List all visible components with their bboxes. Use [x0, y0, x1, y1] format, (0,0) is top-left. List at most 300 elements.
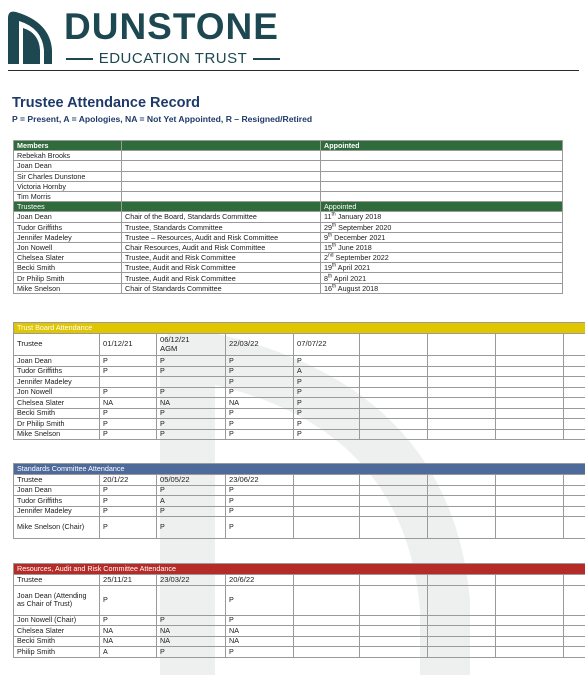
resources-header-cell: 23/03/22: [157, 575, 226, 586]
standards-header-cell: [428, 475, 496, 486]
standards-attendance-row: [14, 485, 585, 496]
trustee-row: [14, 242, 563, 252]
logo-dash-left: [66, 58, 93, 60]
board-attendance-cell: P: [294, 408, 360, 419]
board-header-cell: 01/12/21: [100, 334, 157, 356]
standards-attendance-cell: [294, 517, 360, 539]
board-attendance-cell: [100, 377, 157, 388]
board-attendance-cell: [360, 387, 428, 398]
board-attendance-row: [14, 398, 585, 409]
resources-attendance-cell: [428, 626, 496, 637]
trustee-name: Becki Smith: [14, 263, 122, 273]
standards-attendance-cell: [428, 506, 496, 517]
standards-header-cell: [360, 475, 428, 486]
dunstone-logo-icon: [6, 8, 54, 66]
board-attendance-cell: P: [226, 429, 294, 440]
resources-attendance-cell: [360, 636, 428, 647]
resources-attendance-cell: [294, 626, 360, 637]
board-attendance-cell: [496, 429, 564, 440]
trustee-row: [14, 212, 563, 222]
member-appointed: [321, 151, 563, 161]
standards-header-cell: [294, 475, 360, 486]
date-rest: December 2021: [332, 232, 386, 242]
standards-committee-attendance-table: [13, 463, 585, 539]
members-header-cell: Appointed: [321, 141, 563, 151]
member-name: Rebekah Brooks: [14, 151, 122, 161]
members-table: [13, 140, 563, 294]
resources-attendance-cell: [564, 636, 585, 647]
standards-attendance-cell: [360, 496, 428, 507]
standards-attendance-cell: [564, 517, 585, 539]
resources-attendance-cell: [294, 585, 360, 615]
resources-attendance-cell: [360, 626, 428, 637]
standards-header-cell: [564, 475, 585, 486]
resources-attendance-cell: [294, 636, 360, 647]
standards-attendance-cell: [360, 517, 428, 539]
member-name: Joan Dean: [14, 161, 122, 171]
member-role: [122, 171, 321, 181]
trust-board-attendance-table: [13, 322, 585, 440]
board-attendance-row: [14, 429, 585, 440]
standards-band-title: Standards Committee Attendance: [14, 464, 585, 475]
standards-trustee-name: Mike Snelson (Chair): [14, 517, 100, 539]
member-name: Sir Charles Dunstone: [14, 171, 122, 181]
trustee-role: Trustee, Standards Committee: [122, 222, 321, 232]
date-suffix: th: [332, 242, 337, 249]
resources-attendance-cell: [496, 585, 564, 615]
board-attendance-cell: P: [100, 366, 157, 377]
member-row: [14, 191, 563, 201]
resources-attendance-cell: [496, 636, 564, 647]
standards-attendance-cell: [564, 485, 585, 496]
trustees-header-cell: Appointed: [321, 202, 563, 212]
board-attendance-cell: [564, 366, 585, 377]
standards-attendance-cell: P: [157, 506, 226, 517]
board-header-row: [14, 334, 585, 356]
board-attendance-cell: P: [226, 419, 294, 430]
date-suffix: th: [328, 232, 333, 239]
standards-attendance-cell: [428, 485, 496, 496]
board-attendance-cell: P: [157, 366, 226, 377]
board-header-cell: 06/12/21 AGM: [157, 334, 226, 356]
board-attendance-cell: [496, 387, 564, 398]
board-band-row: [14, 323, 585, 334]
trustee-appointed-date: [321, 253, 563, 263]
date-suffix: th: [332, 283, 337, 290]
board-attendance-cell: NA: [157, 398, 226, 409]
standards-attendance-cell: P: [226, 517, 294, 539]
board-attendance-row: [14, 377, 585, 388]
date-day: 19: [324, 263, 332, 273]
resources-header-cell: [496, 575, 564, 586]
standards-attendance-cell: P: [226, 496, 294, 507]
board-attendance-cell: P: [157, 356, 226, 367]
board-attendance-cell: P: [226, 356, 294, 367]
board-attendance-cell: [428, 377, 496, 388]
standards-attendance-cell: [294, 496, 360, 507]
resources-attendance-cell: NA: [226, 626, 294, 637]
resources-header-cell: Trustee: [14, 575, 100, 586]
board-attendance-cell: NA: [226, 398, 294, 409]
standards-attendance-row: [14, 496, 585, 507]
date-suffix: th: [332, 222, 337, 229]
board-attendance-cell: [496, 366, 564, 377]
standards-attendance-row: [14, 506, 585, 517]
board-attendance-cell: [360, 408, 428, 419]
resources-header-cell: [564, 575, 585, 586]
standards-attendance-cell: [360, 506, 428, 517]
member-appointed: [321, 181, 563, 191]
board-attendance-cell: [360, 419, 428, 430]
standards-attendance-cell: P: [100, 517, 157, 539]
page-title: Trustee Attendance Record: [12, 95, 201, 111]
board-attendance-cell: [428, 419, 496, 430]
board-attendance-cell: P: [100, 387, 157, 398]
board-trustee-name: Becki Smith: [14, 408, 100, 419]
trustee-appointed-date: [321, 263, 563, 273]
board-attendance-cell: P: [294, 429, 360, 440]
date-suffix: th: [332, 262, 337, 269]
date-suffix: th: [328, 273, 333, 280]
resources-trustee-name: Becki Smith: [14, 636, 100, 647]
board-attendance-cell: P: [100, 408, 157, 419]
standards-attendance-cell: P: [157, 517, 226, 539]
standards-trustee-name: Jennifer Madeley: [14, 506, 100, 517]
board-attendance-row: [14, 356, 585, 367]
date-rest: August 2018: [336, 283, 379, 293]
resources-attendance-cell: NA: [157, 636, 226, 647]
date-rest: April 2021: [336, 263, 371, 273]
board-attendance-cell: [564, 429, 585, 440]
board-attendance-cell: NA: [100, 398, 157, 409]
resources-audit-risk-attendance-table: [13, 563, 585, 658]
resources-attendance-row: [14, 636, 585, 647]
resources-band-title: Resources, Audit and Risk Committee Attendance: [14, 564, 585, 575]
board-trustee-name: Chelsea Slater: [14, 398, 100, 409]
board-attendance-cell: [564, 419, 585, 430]
trustee-role: Chair of the Board, Standards Committee: [122, 212, 321, 222]
resources-attendance-cell: P: [157, 615, 226, 626]
resources-header-cell: 20/6/22: [226, 575, 294, 586]
member-appointed: [321, 171, 563, 181]
board-band-title: Trust Board Attendance: [14, 323, 585, 334]
date-day: 11: [324, 212, 332, 222]
board-attendance-cell: [157, 377, 226, 388]
member-name: Tim Morris: [14, 191, 122, 201]
resources-attendance-cell: [428, 647, 496, 658]
trustee-appointed-date: [321, 283, 563, 293]
members-header-row: [14, 141, 563, 151]
board-attendance-row: [14, 419, 585, 430]
trustee-name: Jon Nowell: [14, 242, 122, 252]
resources-attendance-cell: [294, 647, 360, 658]
trustee-row: [14, 232, 563, 242]
trustee-appointed-date: [321, 222, 563, 232]
date-rest: June 2018: [336, 242, 372, 252]
date-day: 15: [324, 242, 332, 252]
standards-attendance-cell: [428, 517, 496, 539]
trustee-row: [14, 283, 563, 293]
trustee-role: Chair Resources, Audit and Risk Committee: [122, 242, 321, 252]
date-rest: January 2018: [335, 212, 382, 222]
trustee-name: Chelsea Slater: [14, 253, 122, 263]
date-day: 16: [324, 283, 332, 293]
board-header-cell: [564, 334, 585, 356]
standards-attendance-cell: A: [157, 496, 226, 507]
resources-attendance-cell: [157, 585, 226, 615]
board-attendance-cell: [496, 398, 564, 409]
resources-attendance-row: [14, 615, 585, 626]
standards-attendance-cell: [496, 517, 564, 539]
resources-attendance-cell: P: [100, 585, 157, 615]
trustee-role: Trustee, Audit and Risk Committee: [122, 263, 321, 273]
standards-header-cell: 20/1/22: [100, 475, 157, 486]
member-role: [122, 151, 321, 161]
standards-header-cell: 05/05/22: [157, 475, 226, 486]
standards-attendance-cell: P: [157, 485, 226, 496]
standards-attendance-row: [14, 517, 585, 539]
resources-attendance-cell: NA: [157, 626, 226, 637]
resources-attendance-cell: [564, 615, 585, 626]
board-attendance-cell: P: [226, 408, 294, 419]
resources-attendance-cell: A: [100, 647, 157, 658]
board-trustee-name: Jon Nowell: [14, 387, 100, 398]
board-attendance-cell: [360, 429, 428, 440]
member-role: [122, 161, 321, 171]
header-divider: [8, 70, 579, 71]
board-attendance-cell: [428, 398, 496, 409]
resources-header-cell: [360, 575, 428, 586]
resources-attendance-cell: [360, 585, 428, 615]
standards-attendance-cell: [294, 506, 360, 517]
trustees-header-cell: [122, 202, 321, 212]
board-attendance-cell: [496, 356, 564, 367]
board-header-cell: Trustee: [14, 334, 100, 356]
board-attendance-cell: [564, 408, 585, 419]
logo-subtitle: [66, 50, 280, 67]
board-trustee-name: Jennifer Madeley: [14, 377, 100, 388]
standards-attendance-cell: P: [100, 485, 157, 496]
trustee-appointed-date: [321, 212, 563, 222]
resources-header-cell: 25/11/21: [100, 575, 157, 586]
trustee-appointed-date: [321, 242, 563, 252]
trustee-role: Trustee – Resources, Audit and Risk Committee: [122, 232, 321, 242]
members-header-cell: [122, 141, 321, 151]
standards-attendance-cell: [496, 485, 564, 496]
trustee-row: [14, 253, 563, 263]
standards-attendance-cell: [496, 496, 564, 507]
board-attendance-cell: P: [294, 398, 360, 409]
board-attendance-cell: [564, 387, 585, 398]
date-rest: September 2020: [336, 222, 392, 232]
board-attendance-cell: [496, 419, 564, 430]
board-attendance-cell: [360, 356, 428, 367]
board-attendance-cell: P: [294, 356, 360, 367]
board-attendance-cell: [564, 377, 585, 388]
member-row: [14, 171, 563, 181]
members-header-cell: Members: [14, 141, 122, 151]
resources-trustee-name: Philip Smith: [14, 647, 100, 658]
date-suffix: nd: [328, 252, 334, 259]
board-trustee-name: Tudor Griffiths: [14, 366, 100, 377]
resources-attendance-cell: [496, 615, 564, 626]
resources-attendance-cell: P: [226, 615, 294, 626]
date-rest: April 2021: [332, 273, 367, 283]
member-appointed: [321, 161, 563, 171]
standards-attendance-cell: [428, 496, 496, 507]
standards-header-cell: 23/06/22: [226, 475, 294, 486]
board-attendance-cell: [428, 429, 496, 440]
resources-attendance-cell: [428, 636, 496, 647]
board-attendance-cell: [564, 356, 585, 367]
resources-attendance-cell: NA: [100, 636, 157, 647]
member-row: [14, 161, 563, 171]
board-attendance-cell: P: [294, 387, 360, 398]
logo: [6, 8, 296, 68]
resources-attendance-cell: [428, 585, 496, 615]
standards-attendance-cell: [564, 506, 585, 517]
trustee-name: Mike Snelson: [14, 283, 122, 293]
standards-trustee-name: Joan Dean: [14, 485, 100, 496]
resources-header-cell: [294, 575, 360, 586]
resources-header-cell: [428, 575, 496, 586]
standards-attendance-cell: P: [226, 485, 294, 496]
trustee-row: [14, 263, 563, 273]
board-attendance-cell: [428, 408, 496, 419]
resources-attendance-cell: [496, 647, 564, 658]
trustee-row: [14, 273, 563, 283]
resources-band-row: [14, 564, 585, 575]
standards-attendance-cell: P: [226, 506, 294, 517]
board-attendance-cell: [496, 377, 564, 388]
member-role: [122, 191, 321, 201]
resources-attendance-cell: P: [157, 647, 226, 658]
board-attendance-cell: P: [157, 408, 226, 419]
trustee-role: Trustee, Audit and Risk Committee: [122, 253, 321, 263]
resources-attendance-cell: P: [226, 585, 294, 615]
date-day: 29: [324, 222, 332, 232]
logo-dash-right: [253, 58, 280, 60]
date-rest: September 2022: [333, 253, 389, 263]
board-attendance-cell: P: [100, 356, 157, 367]
trustees-header-cell: Trustees: [14, 202, 122, 212]
trustee-appointed-date: [321, 273, 563, 283]
resources-attendance-cell: NA: [100, 626, 157, 637]
standards-trustee-name: Tudor Griffiths: [14, 496, 100, 507]
resources-attendance-cell: [564, 585, 585, 615]
board-header-cell: 07/07/22: [294, 334, 360, 356]
date-day: 2: [324, 253, 328, 263]
standards-header-cell: [496, 475, 564, 486]
board-attendance-cell: [564, 398, 585, 409]
date-suffix: th: [331, 212, 336, 219]
resources-trustee-name: Joan Dean (Attending as Chair of Trust): [14, 585, 100, 615]
trustee-name: Jennifer Madeley: [14, 232, 122, 242]
board-attendance-cell: P: [157, 429, 226, 440]
resources-attendance-cell: [496, 626, 564, 637]
board-attendance-cell: [428, 356, 496, 367]
date-day: 9: [324, 232, 328, 242]
board-attendance-cell: [496, 408, 564, 419]
board-header-cell: [360, 334, 428, 356]
member-role: [122, 181, 321, 191]
board-trustee-name: Mike Snelson: [14, 429, 100, 440]
board-attendance-cell: P: [157, 419, 226, 430]
standards-band-row: [14, 464, 585, 475]
board-attendance-cell: P: [226, 377, 294, 388]
resources-attendance-cell: [360, 647, 428, 658]
standards-attendance-cell: [496, 506, 564, 517]
board-attendance-cell: P: [294, 419, 360, 430]
standards-attendance-cell: P: [100, 506, 157, 517]
attendance-key: P = Present, A = Apologies, NA = Not Yet Appointed, R – Resigned/Retired: [12, 114, 313, 124]
resources-trustee-name: Chelsea Slater: [14, 626, 100, 637]
trustee-row: [14, 222, 563, 232]
standards-attendance-cell: [360, 485, 428, 496]
board-attendance-row: [14, 387, 585, 398]
board-attendance-cell: P: [157, 387, 226, 398]
standards-attendance-cell: [564, 496, 585, 507]
trustee-role: Trustee, Audit and Risk Committee: [122, 273, 321, 283]
board-attendance-cell: [428, 387, 496, 398]
member-row: [14, 151, 563, 161]
board-attendance-cell: P: [100, 419, 157, 430]
resources-attendance-row: [14, 647, 585, 658]
board-attendance-cell: P: [226, 366, 294, 377]
resources-header-row: [14, 575, 585, 586]
board-header-cell: 22/03/22: [226, 334, 294, 356]
board-header-cell: [496, 334, 564, 356]
trustees-header-row: [14, 202, 563, 212]
resources-attendance-row: [14, 626, 585, 637]
trustee-appointed-date: [321, 232, 563, 242]
board-attendance-cell: [360, 366, 428, 377]
resources-trustee-name: Jon Nowell (Chair): [14, 615, 100, 626]
member-row: [14, 181, 563, 191]
board-attendance-row: [14, 366, 585, 377]
trustee-role: Chair of Standards Committee: [122, 283, 321, 293]
board-header-cell: [428, 334, 496, 356]
resources-attendance-cell: NA: [226, 636, 294, 647]
standards-attendance-cell: P: [100, 496, 157, 507]
resources-attendance-cell: P: [100, 615, 157, 626]
member-name: Victoria Hornby: [14, 181, 122, 191]
date-day: 8: [324, 273, 328, 283]
resources-attendance-row: [14, 585, 585, 615]
board-trustee-name: Dr Philip Smith: [14, 419, 100, 430]
resources-attendance-cell: [294, 615, 360, 626]
board-trustee-name: Joan Dean: [14, 356, 100, 367]
standards-header-row: [14, 475, 585, 486]
board-attendance-cell: A: [294, 366, 360, 377]
trustee-name: Dr Philip Smith: [14, 273, 122, 283]
trustee-name: Tudor Griffiths: [14, 222, 122, 232]
board-attendance-cell: P: [100, 429, 157, 440]
board-attendance-cell: P: [226, 387, 294, 398]
resources-attendance-cell: [564, 647, 585, 658]
logo-subtitle-text: EDUCATION TRUST: [98, 50, 248, 67]
board-attendance-cell: P: [294, 377, 360, 388]
board-attendance-cell: [360, 398, 428, 409]
standards-header-cell: Trustee: [14, 475, 100, 486]
member-appointed: [321, 191, 563, 201]
resources-attendance-cell: P: [226, 647, 294, 658]
standards-attendance-cell: [294, 485, 360, 496]
logo-wordmark: DUNSTONE: [64, 6, 279, 47]
resources-attendance-cell: [428, 615, 496, 626]
board-attendance-row: [14, 408, 585, 419]
resources-attendance-cell: [360, 615, 428, 626]
